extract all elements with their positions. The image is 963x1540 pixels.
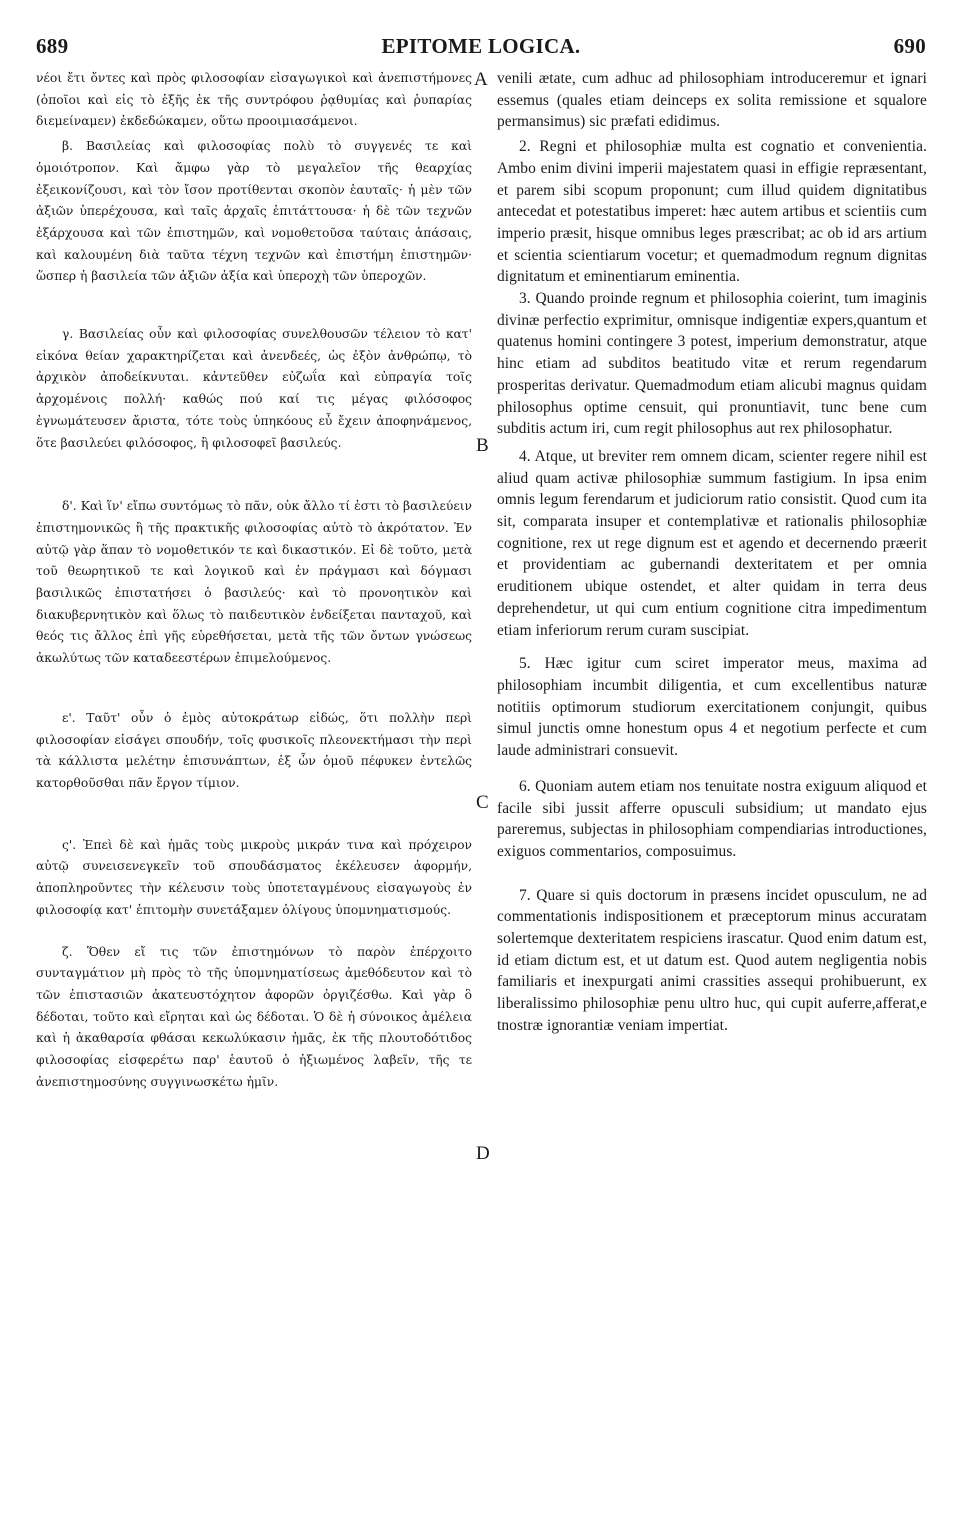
page-header xyxy=(36,34,926,64)
latin-paragraph-4: 4. Atque, ut breviter rem omnem dicam, scienter regere nihil est aliud quam activæ philosophiæ summum fastigium. In ipsa enim omnis legum ferendarum et judiciorum ratio consistit. Quod cum ita sit, comparata insuper et contemplativæ et rationalis philosophiæ cognitione, rex ut rege dignum est et agendo et decernendo præerit et providentiam ac gubernandi dexteritatem et per omnia eruditionem ubique ostendet, et alter quidam in terra deus deprehendetur, ut qui cum entium cognitione citra impedimentum etiam inferiorum rerum curam suscipiat. xyxy=(497,447,927,639)
latin-column xyxy=(497,68,927,1037)
latin-paragraph-5: 5. Hæc igitur cum sciret imperator meus, maxima ad philosophiam incumbit diligentia, et cum excellentibus naturæ notitiis optimorum studiorum exercitationem conjungit, quibus simul junctis omne honestum opus 4 et negotium perfecte et cum laude administrari consuevit. xyxy=(497,655,927,760)
margin-letter-c: C xyxy=(476,792,489,813)
greek-paragraph-3: γ. Βασιλείας οὖν καὶ φιλοσοφίας συνελθουσῶν τέλειον τὸ κατ' εἰκόνα θείαν χαρακτηρίζεται καὶ ἀνενδεές, ὡς ἐξὸν ἀνθρώπῳ, τὸ ἀρχικὸν ἀποδείκνυται. κἀντεῦθεν εὐζωΐα καὶ εὐπραγία τοῖς ἀρχομένοις πολλή· καθώς πού καί τις μέγας φιλόσοφος ἐγνωμάτευσεν ἄριστα, τότε τοὺς ὑπηκόους εὖ ἔχειν ἀποφηνάμενος, ὅτε βασιλεύει φιλόσοφος, ἢ φιλοσοφεῖ βασιλεύς. xyxy=(36,327,472,450)
greek-column xyxy=(36,68,472,1093)
running-title: EPITOME LOGICA. xyxy=(381,34,581,58)
greek-paragraph-5: ε'. Ταῦτ' οὖν ὁ ἐμὸς αὐτοκράτωρ εἰδώς, ὅτι πολλὴν περὶ φιλοσοφίαν εἰσάγει σπουδήν, τοῖς φυσικοῖς πλεονεκτήμασι τὴν περὶ τὰ κάλλιστα μελέτην ἐπισυνάπτων, ἐξ ὧν ὁμοῦ πέφυκεν ἐντελῶς κατορθοῦσθαι πᾶν ἔργον τίμιον. xyxy=(36,710,472,790)
greek-paragraph-7: ζ. Ὅθεν εἴ τις τῶν ἐπιστημόνων τὸ παρὸν ἐπέρχοιτο συνταγμάτιον μὴ πρὸς τὸ τῆς ὑπομνηματίσεως ἀμεθόδευτον καὶ τὸ τῶν ἐπιστασιῶν ἀκατευστόχητον ἀφορῶν ὀργιζέσθω. Καὶ γὰρ ὃ δέδοται, τοῦτο καὶ εἴρηται καὶ ὡς δέδοται. Ὁ δὲ ἡ σύνοικος ἀμέλεια καὶ ἡ ἀκαθαρσία φθάσαι κεκωλύκασιν ἡμᾶς, ἐκ τῆς πλουτοδότιδος φιλοσοφίας εἰσφερέτω παρ' ἑαυτοῦ ὁ ἠξιωμένος λαβεῖν, τῆς τε ἀνεπιστημοσύνης συγγινωσκέτω ἡμῖν. xyxy=(36,944,472,1089)
greek-paragraph-2: β. Βασιλείας καὶ φιλοσοφίας πολὺ τὸ συγγενές τε καὶ ὁμοιότροπον. Καὶ ἄμφω γὰρ τὸ μεγαλεῖον τῆς θεαρχίας ἐξεικονίζουσι, καὶ τὸν ἴσον προτίθενται σκοπὸν ἑαυταῖς· ἡ μὲν τῶν ἀξιῶν ὑπερέχουσα, καὶ ταῖς ἀρχαῖς ἐπιτάττουσα· ἡ δὲ τῶν τεχνῶν ἐξάρχουσα καὶ τῶν ἐπιστημῶν, καὶ νομοθετοῦσα ταύταις ἁπάσαις, καὶ καλουμένη διὰ ταῦτα τέχνη τεχνῶν καὶ ἐπιστήμη ἐπιστημῶν· ὥσπερ ἡ βασιλεία τῶν ἀξιῶν ἀξία καὶ ὑπεροχὴ τῶν ὑπεροχῶν. xyxy=(36,139,472,284)
latin-paragraph-intro: venili ætate, cum adhuc ad philosophiam introduceremur et ignari essemus (quales etiam deinceps ex solita remissione et squalore permansimus) sic præfati edidimus. xyxy=(497,70,927,131)
margin-letter-d: D xyxy=(476,1143,490,1164)
margin-letter-b: B xyxy=(476,435,489,456)
latin-paragraph-7: 7. Quare si quis doctorum in præsens incidet opusculum, ne ad commentationis indispositionem et præceptorum minus accuratam solertemque dexteritatem respiciens irascatur. Quod enim datum est, id etiam dictum est, et ut datum est. Quod autem negligentia nobis familiaris et inexpurgati animi crassities assequi prohibuerunt, ex liberalissimo philosophiæ penu ultro huc, qui cupit auferre,afferat,e tnostræ ignorantiæ veniam impertiat. xyxy=(497,886,927,1034)
page-number-left: 689 xyxy=(36,34,69,58)
greek-paragraph-6: ς'. Ἐπεὶ δὲ καὶ ἡμᾶς τοὺς μικροὺς μικράν τινα καὶ πρόχειρον αὐτῷ συνεισενεγκεῖν τοῦ σπουδάσματος ἐκέλευσεν ἀφορμήν, ἀποπληροῦντες τὴν κέλευσιν τοὺς ὑποτεταγμένους εἰσαγωγοὺς ἐν φιλοσοφίᾳ κατ' ἐπιτομὴν συνετάξαμεν ὀλίγους ὑπομνηματισμούς. xyxy=(36,837,472,917)
latin-paragraph-3: 3. Quando proinde regnum et philosophia coierint, tum imaginis divinæ perfectio exprimitur, omnisque indigentiæ expers,quantum et quatenus homini contingere 3 potest, imperium demonstratur, atque hinc etiam ad subditos beatitudo vitæ et rerum regendarum prosperitas derivatur. Quemadmodum etiam alicubi magnus quidam philosophus optime censuit, qui pronuntiavit, tunc bene cum subditis actum iri, cum regit philosophus aut rex philosophatur. xyxy=(497,290,927,438)
greek-paragraph-4: δ'. Καὶ ἵν' εἴπω συντόμως τὸ πᾶν, οὐκ ἄλλο τί ἐστι τὸ βασιλεύειν ἐπιστημονικῶς ἢ τῆς πρακτικῆς φιλοσοφίας αὐτὸ τὸ ἀκρότατον. Ἐν αὐτῷ γὰρ ἅπαν τὸ νομοθετικόν τε καὶ δικαστικόν. Εἰ δὲ τοῦτο, μετὰ τοῦ θεωρητικοῦ τε καὶ λογικοῦ καὶ ἐν πράγμασι καὶ δόγμασι βασιλικῶς ἐπιστατήσει ὁ βασιλεύς· καὶ τὸ προνοητικὸν καὶ διακυβερνητικὸν καὶ ὅλως τὸ παιδευτικὸν ἐνδείξεται πανταχοῦ, καὶ θεός τις ἄλλος ἐπὶ γῆς εὑρεθήσεται, μετὰ τῆς τῶν ὄντων γνώσεως ἀκωλύτως τῶν καταδεεστέρων ἐπιμελούμενος. xyxy=(36,499,472,666)
greek-paragraph-intro: νέοι ἔτι ὄντες καὶ πρὸς φιλοσοφίαν εἰσαγωγικοὶ καὶ ἀνεπιστήμονες (ὁποῖοι καὶ εἰς τὸ ἑξῆς ἐκ τῆς συντρόφου ῥᾳθυμίας καὶ ῥυπαρίας διεμείναμεν) ἐκδεδώκαμεν, οὕτω προοιμιασάμενοι. xyxy=(36,71,472,129)
page-number-right: 690 xyxy=(893,34,926,58)
latin-paragraph-6: 6. Quoniam autem etiam nos tenuitate nostra exiguum aliquod et facile sibi jussit afferre opusculi subsidium; ut mandato ejus pareremus, subjectas in philosophiam compendiarias introductiones, exiguos commentarios, composuimus. xyxy=(497,777,927,860)
latin-paragraph-2: 2. Regni et philosophiæ multa est cognatio et convenientia. Ambo enim divini imperii majestatem quasi in effigie repræsentant, et parem sibi scopum proponunt; cum illud quidem dignitatibus antecedat et potestatibus imperet: hæc autem artibus et scientiis cum imperio præsit, hisque omnibus leges præscribat; ac ob id ars artium et scientia scientiarum vocetur; et quemadmodum regnum dignitas dignitatum et eminentiarum eminentia. xyxy=(497,138,927,286)
margin-letter-a: A xyxy=(474,69,488,90)
